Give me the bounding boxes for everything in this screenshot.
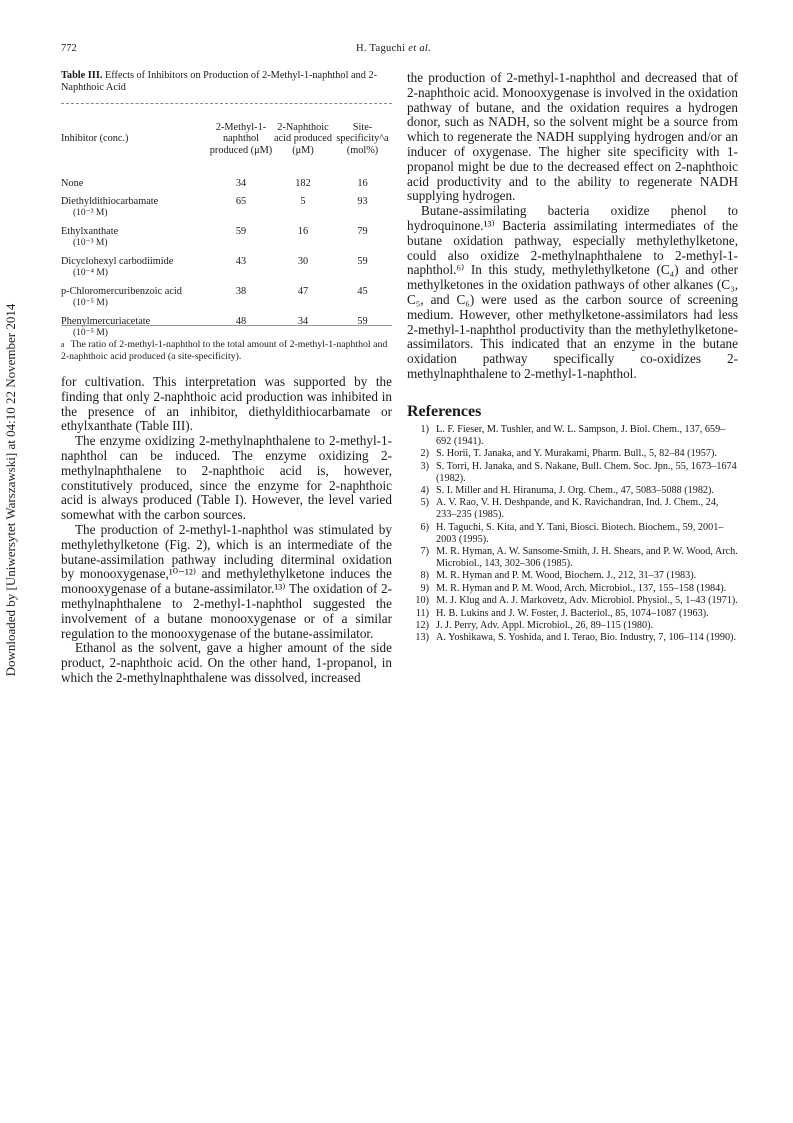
right-column-text: [407, 71, 738, 382]
table-cell-value: 59: [235, 226, 247, 237]
inhibitor-name: p-Chloromercuribenzoic acid: [61, 286, 182, 297]
table-header-site-specificity: Site-specificity^a (mol%): [336, 121, 389, 156]
running-head-author: H. Taguchi: [356, 43, 406, 54]
inhibitor-name: None: [61, 178, 84, 189]
reference-text: S. Torri, H. Janaka, and S. Nakane, Bull. Chem. Soc. Jpn., 55, 1673–1674 (1982).: [436, 460, 737, 484]
paragraph: Ethanol as the solvent, gave a higher amount of the side product, 2-naphthoic acid. On the other hand, 1-propanol, in which the 2-methylnaphthalene was dissolved, increased: [61, 640, 392, 685]
reference-item: [407, 570, 738, 582]
inhibitor-table: [61, 110, 392, 346]
reference-item: [407, 448, 738, 460]
reference-item: [407, 608, 738, 620]
reference-text: J. J. Perry, Adv. Appl. Microbiol., 26, 89–115 (1980).: [436, 620, 654, 631]
running-head-etal: et al.: [408, 43, 432, 54]
table-top-rule: [61, 103, 392, 104]
reference-item: [407, 632, 738, 644]
table-bottom-rule: [61, 325, 392, 326]
reference-text: M. J. Klug and A. J. Markovetz, Adv. Microbiol. Physiol., 5, 1–43 (1971).: [436, 595, 738, 607]
table-cell-value: 16: [357, 178, 368, 189]
table-header-naphthoic-acid: 2-Naphthoic acid produced (μM): [273, 121, 333, 156]
table-header-inhibitor: Inhibitor (conc.): [61, 133, 129, 145]
table-cell-value: 43: [235, 256, 247, 267]
table-cell-inhibitor: [61, 178, 209, 196]
reference-item: [407, 485, 738, 497]
table-row: [61, 178, 392, 196]
inhibitor-concentration: (10⁻⁵ M): [73, 297, 108, 308]
reference-item: [407, 620, 738, 632]
inhibitor-name: Phenylmercuriacetate: [61, 316, 151, 327]
reference-number: 3): [420, 460, 429, 472]
table-row: [61, 226, 392, 256]
reference-number: 1): [420, 424, 429, 435]
table-row: [61, 256, 392, 286]
table-cell-value: 182: [295, 178, 311, 189]
reference-text: M. R. Hyman and P. M. Wood, Arch. Microbiol., 137, 155–158 (1984).: [436, 582, 727, 594]
table-caption: [61, 70, 392, 94]
table-footnote-mark: a: [61, 340, 65, 349]
page-number: 772: [61, 43, 77, 54]
inhibitor-name: Ethylxanthate: [61, 226, 119, 237]
download-watermark-text: Downloaded by [Uniwersytet Warszawski] at 04:10 22 November 2014: [3, 303, 18, 677]
reference-text: S. Horii, T. Janaka, and Y. Murakami, Pharm. Bull., 5, 82–84 (1957).: [436, 448, 717, 460]
paragraph: for cultivation. This interpretation was supported by the finding that only 2-naphthoic acid production was inhibited in the presence of an inhibitor, diethyldithiocarbamate or ethylxanthate (Table III).: [61, 374, 392, 434]
table-cell-value: 34: [235, 178, 247, 189]
reference-text: H. B. Lukins and J. W. Foster, J. Bacteriol., 85, 1074–1087 (1963).: [436, 607, 709, 619]
reference-number: 7): [420, 546, 429, 558]
table-cell-value: 16: [297, 226, 309, 237]
reference-number: 11): [415, 607, 429, 619]
inhibitor-concentration: (10⁻⁴ M): [73, 267, 108, 278]
reference-item: [407, 583, 738, 595]
reference-number: 13): [415, 632, 429, 644]
table-caption-text: Effects of Inhibitors on Production of 2-Methyl-1-naphthol and 2-Naphthoic Acid: [61, 70, 378, 93]
table-footnote-text: The ratio of 2-methyl-1-naphthol to the total amount of 2-methyl-1-naphthol and 2-naphthoic acid produced (a site-specificity).: [61, 339, 388, 362]
table-cell-inhibitor: [61, 256, 209, 286]
table-cell-value: 38: [235, 286, 247, 297]
table-cell-value: 65: [235, 196, 247, 207]
paragraph: The production of 2-methyl-1-naphthol was stimulated by methylethylketone (Fig. 2), which is an intermediate of the butane-assimilation pathway including diterminal oxidation by monooxygenase,¹⁰⁻¹²⁾ and methylethylketone induces the monooxygenase of a butane-assimilator.¹³⁾ The oxidation of 2-methylnaphthalene to 2-methyl-1-naphthol suggested the involvement of a butane monooxygenase or of a similar regulation to the monooxygenase of the butane-assimilator.: [61, 521, 392, 641]
table-cell-value: 93: [357, 196, 368, 207]
table-cell-value: 30: [297, 256, 309, 267]
table-header-methylnaphthol: 2-Methyl-1-naphthol produced (μM): [209, 121, 273, 156]
reference-number: 12): [415, 620, 429, 631]
table-cell-value: 47: [297, 286, 309, 297]
references-list: [407, 424, 738, 645]
reference-text: S. I. Miller and H. Hiranuma, J. Org. Chem., 47, 5083–5088 (1982).: [436, 485, 714, 497]
inhibitor-concentration: (10⁻⁵ M): [73, 327, 108, 338]
inhibitor-concentration: (10⁻³ M): [73, 237, 108, 248]
table-cell-inhibitor: [61, 286, 209, 316]
reference-text: A. V. Rao, V. H. Deshpande, and K. Ravichandran, Ind. J. Chem., 24, 233–235 (1985).: [436, 497, 719, 521]
table-cell-value: 34: [297, 316, 309, 327]
table-cell-inhibitor: [61, 226, 209, 256]
reference-item: [407, 497, 738, 521]
reference-number: 2): [420, 448, 429, 460]
references-heading: References: [407, 403, 482, 420]
reference-text: A. Yoshikawa, S. Yoshida, and I. Terao, Bio. Industry, 7, 106–114 (1990).: [436, 632, 736, 644]
table-cell-value: 48: [235, 316, 247, 327]
left-column-text: [61, 375, 392, 686]
paragraph: the production of 2-methyl-1-naphthol and decreased that of 2-naphthoic acid. Monooxygenase is involved in the oxidation pathway of butane, and the oxidation requires a hydrogen donor, such as NADH, so the solvent might be a source from which to regenerate the NADH supplying hydrogen and/or an inducer of oxygenase. The higher site specificity with 1-propanol might be due to the decreased effect on 2-naphthoic acid productivity and to the ability to regenerate NADH supplying hydrogen.: [407, 70, 738, 204]
reference-item: [407, 461, 738, 485]
table-row: [61, 286, 392, 316]
table-cell-inhibitor: [61, 196, 209, 226]
reference-number: 5): [420, 497, 429, 509]
reference-item: [407, 522, 738, 546]
reference-number: 4): [420, 485, 429, 497]
table-cell-value: 59: [357, 316, 368, 327]
reference-item: [407, 424, 738, 448]
inhibitor-name: Diethyldithiocarbamate: [61, 196, 159, 207]
reference-item: [407, 546, 738, 570]
table-cell-value: 79: [357, 226, 368, 237]
download-watermark: [4, 290, 18, 690]
inhibitor-name: Dicyclohexyl carbodiimide: [61, 256, 174, 267]
reference-text: M. R. Hyman and P. M. Wood, Biochem. J., 212, 31–37 (1983).: [436, 570, 697, 582]
table-footnote: [61, 339, 392, 363]
reference-text: M. R. Hyman, A. W. Sansome-Smith, J. H. Shears, and P. W. Wood, Arch. Microbiol., 143, 302–306 (1985).: [436, 546, 738, 569]
reference-number: 10): [415, 595, 429, 607]
table-cell-value: 59: [357, 256, 368, 267]
table-caption-label: Table III.: [61, 70, 103, 81]
reference-number: 9): [420, 582, 429, 594]
table-row: [61, 196, 392, 226]
reference-number: 8): [420, 570, 429, 582]
reference-text: L. F. Fieser, M. Tushler, and W. L. Sampson, J. Biol. Chem., 137, 659–692 (1941).: [436, 424, 726, 447]
running-head: [356, 43, 431, 54]
table-cell-value: 5: [300, 196, 306, 207]
table-cell-value: 45: [357, 286, 368, 297]
paragraph: The enzyme oxidizing 2-methylnaphthalene to 2-methyl-1-naphthol can be induced. The enzyme oxidizing 2-methylnaphthalene to 2-naphthoic acid is, however, constitutively produced, since the enzyme for 2-naphthoic acid is always produced (Table I). However, the level varied somewhat with the carbon sources.: [61, 433, 392, 523]
reference-text: H. Taguchi, S. Kita, and Y. Tani, Biosci. Biotech. Biochem., 59, 2001–2003 (1995).: [436, 521, 724, 545]
paragraph: Butane-assimilating bacteria oxidize phenol to hydroquinone.¹³⁾ Bacteria assimilating intermediates of the butane oxidation pathway, especially methylethylketone, could also oxidize 2-methylnaphthalene to 2-methyl-1-naphthol.⁶⁾ In this study, methylethylketone (C₄) and other methylketones in the oxidation pathways of other alkanes (C₃, C₅, and C₆) were used as the carbon source of screening medium. However, other methylketone-assimilators had less 2-methyl-1-naphthol productivity than the methylethylketone-assimilators. This indicated that an enzyme in the butane oxidation pathway specifically co-oxidizes 2-methylnaphthalene to 2-methyl-1-naphthol.: [407, 203, 738, 381]
reference-item: [407, 595, 738, 607]
inhibitor-concentration: (10⁻³ M): [73, 207, 108, 218]
reference-number: 6): [420, 521, 429, 533]
